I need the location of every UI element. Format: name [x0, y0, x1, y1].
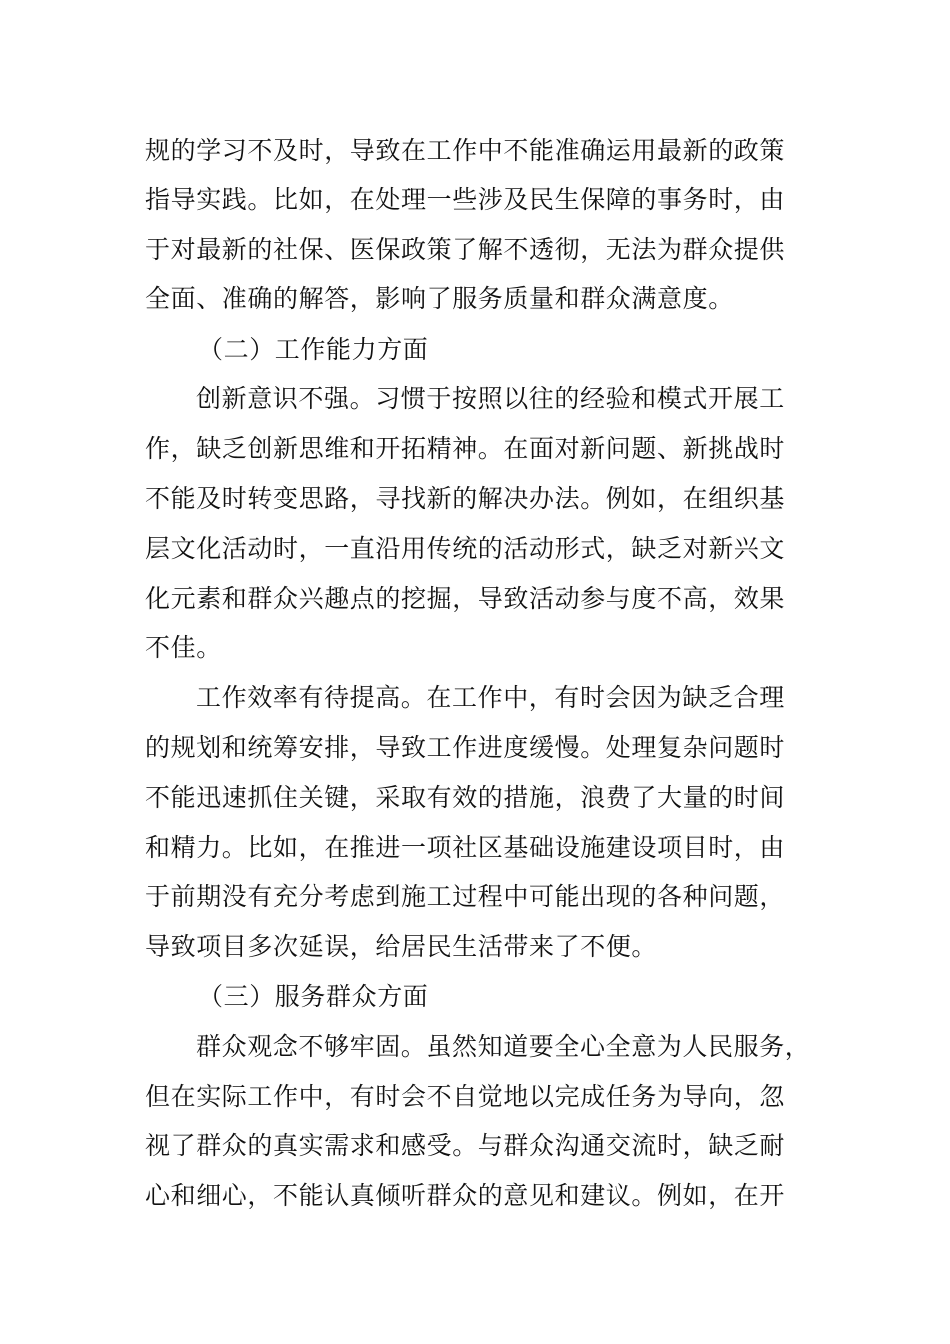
- text-line: 指导实践。比如，在处理一些涉及民生保障的事务时，由: [145, 185, 786, 214]
- section-heading: （二）工作能力方面: [198, 335, 429, 364]
- text-line: 化元素和群众兴趣点的挖掘，导致活动参与度不高，效果: [145, 584, 786, 613]
- text-line: 于对最新的社保、医保政策了解不透彻，无法为群众提供: [145, 235, 786, 264]
- text-line: 和精力。比如，在推进一项社区基础设施建设项目时，由: [145, 833, 786, 862]
- text-line: 全面、准确的解答，影响了服务质量和群众满意度。: [145, 284, 734, 313]
- text-line: 不能及时转变思路，寻找新的解决办法。例如，在组织基: [145, 484, 786, 513]
- text-line: 层文化活动时，一直沿用传统的活动形式，缺乏对新兴文: [145, 534, 786, 563]
- text-line: 但在实际工作中，有时会不自觉地以完成任务为导向，忽: [145, 1082, 786, 1111]
- text-line: 视了群众的真实需求和感受。与群众沟通交流时，缺乏耐: [145, 1131, 786, 1160]
- text-line: 导致项目多次延误，给居民生活带来了不便。: [145, 932, 658, 961]
- text-line: 的规划和统筹安排，导致工作进度缓慢。处理复杂问题时: [145, 733, 786, 762]
- text-line: 心和细心，不能认真倾听群众的意见和建议。例如，在开: [145, 1181, 786, 1210]
- text-line: 作，缺乏创新思维和开拓精神。在面对新问题、新挑战时: [145, 434, 786, 463]
- paragraph-first-line: 工作效率有待提高。在工作中，有时会因为缺乏合理: [196, 683, 785, 712]
- paragraph-first-line: 创新意识不强。习惯于按照以往的经验和模式开展工: [196, 384, 785, 413]
- paragraph-first-line: 群众观念不够牢固。虽然知道要全心全意为人民服务，: [196, 1032, 811, 1061]
- text-line: 不佳。: [145, 633, 222, 662]
- text-line: 不能迅速抓住关键，采取有效的措施，浪费了大量的时间: [145, 783, 786, 812]
- text-line: 规的学习不及时，导致在工作中不能准确运用最新的政策: [145, 136, 786, 165]
- text-line: 于前期没有充分考虑到施工过程中可能出现的各种问题，: [145, 882, 786, 911]
- section-heading: （三）服务群众方面: [198, 982, 429, 1011]
